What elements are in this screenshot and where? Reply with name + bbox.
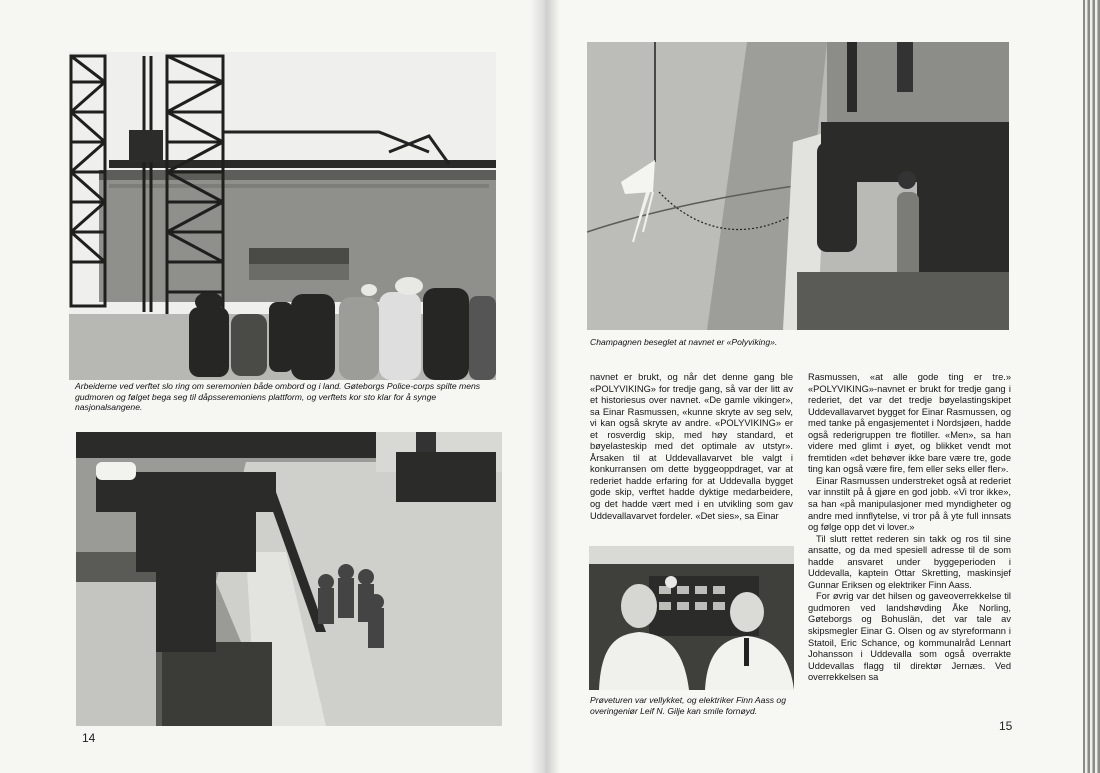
photo-shipyard-ceremony xyxy=(69,52,496,380)
page-number-left: 14 xyxy=(82,731,96,745)
photo-crew-portrait xyxy=(589,546,794,690)
photo-champagne-christening xyxy=(587,42,1009,330)
article-paragraph: Einar Rasmussen understreket også at rederiet var innstilt på å gjøre en god jobb. «Vi tror ikke», sa han «på manipulasjoner med myndigheter og andre med innflytelse, vi tror på å yte full innsats og følge opp det vi lover.» xyxy=(808,475,1011,533)
article-paragraph: Rasmussen, «at alle gode ting er tre.» «POLYVIKING»-navnet er brukt for tredje gang i rederiet, det var det tredje bøyelastingskipet Uddevallavarvet bygget for Einar Rasmussen, og med tanke på engasjementet i Nordsjøen, hadde også rederigruppen tre flotiller. «Men», sa han videre med glimt i øyet, og blikket vendt mot fremtiden «det behøver ikke bare være tre, gode ting kan også være fire, fem eller seks eller fler». xyxy=(808,372,1011,475)
article-paragraph: For øvrig var det hilsen og gaveoverrekkelse til gudmoren ved landshøvding Åke Norling, Gøteborgs og Bohuslän, det var tale av skipsmegler Einar G. Olsen og av styreformann i Statoil, Eric Schance, og kommunalråd Lennart Johansson i Uddevalla som også overrakte Uddevallas flagg til direktør Jernæs. Ved overrekkelsen sa xyxy=(808,591,1011,683)
caption-crew-portrait: Prøveturen var vellykket, og elektriker Finn Aass og overingeniør Leif N. Gilje kan smile fornøyd. xyxy=(590,695,786,716)
page-number-right: 15 xyxy=(999,719,1013,733)
page-gutter xyxy=(530,0,560,773)
article-paragraph: navnet er brukt, og når det denne gang ble «POLYVIKING» for tredje gang, så var der litt av et historiesus over navnet. «De gamle vikinger», sa Einar Rasmussen, «kunne skryte av seg selv, vi kan også skryte av andre. «POLYVIKING» er et rosverdig skip, med høy standard, et bøyelasteskip med det optimale av utstyr». Årsaken til at Uddevallavarvet ble valgt i konkurransen om dette byggeoppdraget, var at rederiet hadde erfaring for at Uddevalla bygget gode skip, verftet hadde dyktige medarbeidere, og det hadde vært med i en utvikling som gav Uddevallavarvet fordeler. «Det sies», sa Einar xyxy=(590,372,793,521)
caption-shipyard-ceremony: Arbeiderne ved verftet slo ring om seremonien både ombord og i land. Gøteborgs Police-corps spilte mens gudmoren og følget bega seg til dåpsseremoniens plattform, og verftets kor sto klar for å synge nasjonalsangene. xyxy=(75,381,481,413)
photo-procession xyxy=(76,432,502,726)
caption-champagne: Champagnen beseglet at navnet er «Polyviking». xyxy=(590,337,778,347)
article-paragraph: Til slutt rettet rederen sin takk og ros til sine ansatte, og da med spesiell adresse til de som hadde ansvaret under byggeperioden i Uddevalla, kaptein Ottar Skretting, maskinsjef Gunnar Eriksen og elektriker Finn Aass. xyxy=(808,533,1011,590)
article-column-2 xyxy=(808,372,1011,684)
page-edges xyxy=(1083,0,1100,773)
article-column-1 xyxy=(590,372,793,522)
